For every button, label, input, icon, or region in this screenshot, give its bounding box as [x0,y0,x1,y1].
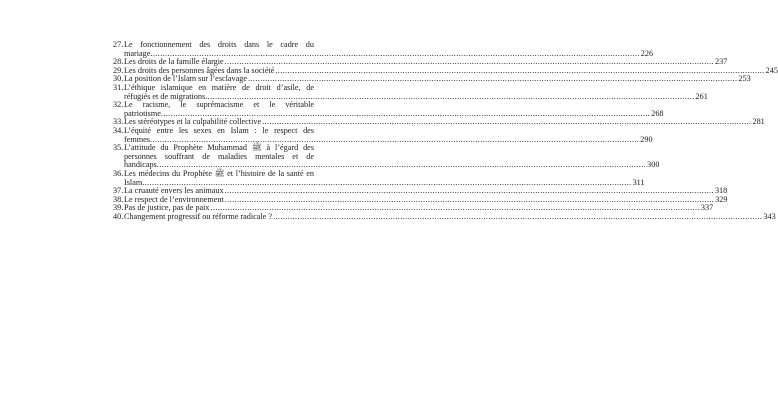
toc-entry-title: L’équité entre les sexes en Islam : le respect des [124,125,314,135]
toc-entry-body [124,168,645,187]
dot-leader: ........................................................................................................................................................................................................ [262,117,752,127]
toc-entry-title: La cruauté envers les animaux [124,186,224,196]
toc-entry-line [124,211,776,222]
toc-entry-number: 37. [113,186,124,196]
toc-entry-number: 35. [113,143,124,153]
dot-leader: ........................................................................................................................................................................................................ [248,74,738,84]
dot-leader: ........................................................................................................................................................................................................ [210,203,700,213]
toc-entry-title: Le racisme, le suprémacisme et le véritable [124,100,314,110]
dot-leader: ........................................................................................................................................................................................................ [224,186,714,196]
toc-entry-title: Le respect de l’environnement [124,194,224,204]
toc-entry-title: Les stéréotypes et la culpabilité collective [124,117,262,127]
dot-leader: ........................................................................................................................................................................................................ [224,194,715,204]
dot-leader: ........................................................................................................................................................................................................ [273,211,763,221]
toc-entry-number: 28. [113,57,124,67]
toc-entry-title: Le fonctionnement des droits dans le cadre du [124,40,314,49]
toc-entry-title: réfugiés et de migrations [124,91,206,101]
toc-entry-title: Les médecins du Prophète ﷺ et l’histoire de la santé en [124,168,314,178]
toc-page-number: 226 [640,48,654,58]
toc-entry-title: Les droits de la famille élargie [124,57,224,67]
dot-leader: ........................................................................................................................................................................................................ [142,177,632,187]
toc-page-number: 281 [752,117,765,127]
toc-entry-title: femmes [124,134,150,144]
toc-entry-number: 32. [113,100,124,110]
toc-page-number: 343 [763,211,776,221]
dot-leader: ........................................................................................................................................................................................................ [149,134,640,144]
toc-entry-title: Pas de justice, pas de paix [124,203,210,213]
toc-entry-title: L’éthique islamique en matière de droit d’asile, de [124,82,314,92]
toc-entry-body [124,143,660,170]
toc-page-number: 337 [700,203,714,213]
toc-entry-number: 30. [113,74,124,84]
toc-entry [113,168,645,187]
toc-entry-number: 29. [113,65,124,75]
toc-entry-number: 38. [113,194,124,204]
dot-leader: ........................................................................................................................................................................................................ [156,160,647,170]
toc-page-number: 311 [632,177,645,187]
toc-page-number: 253 [738,74,751,84]
toc-entry-body [124,125,653,144]
dot-leader: ........................................................................................................................................................................................................ [150,48,640,58]
dot-leader: ........................................................................................................................................................................................................ [205,91,695,101]
toc-entry [113,125,653,144]
toc-entry [113,143,660,170]
toc-entry-body [124,82,708,101]
toc-entry-number: 31. [113,82,124,92]
toc-page-number: 290 [640,134,653,144]
toc-entry-number: 33. [113,117,124,127]
toc-entry-title: personnes souffrant de maladies mentales et de [124,151,314,161]
toc-entry-number: 40. [113,211,124,221]
toc-entry-title: handicaps [124,160,157,170]
toc-entry-title: Les droits des personnes âgées dans la société [124,65,275,75]
toc-entry-body [124,100,664,118]
toc-page-number: 245 [765,65,778,75]
toc-entry-title: patriotisme [124,108,161,118]
toc-entry-title: Changement progressif ou réforme radicale ? [124,211,272,221]
toc-entry-number: 39. [113,203,124,213]
toc-entry-number: 27. [113,40,124,49]
toc-page-number: 268 [651,108,664,118]
toc-page-number: 237 [715,57,728,67]
table-of-contents [113,40,778,221]
toc-entry [113,100,664,118]
toc-entry-body [124,40,654,58]
dot-leader: ........................................................................................................................................................................................................ [224,57,715,67]
toc-entry [113,82,708,101]
toc-entry [113,40,654,58]
toc-entry-title: Islam [124,177,143,187]
toc-entry-body [124,211,776,222]
toc-page-number: 329 [715,194,728,204]
toc-entry-number: 34. [113,125,124,135]
toc-page-number: 261 [695,91,708,101]
toc-entry [113,211,776,222]
dot-leader: ........................................................................................................................................................................................................ [160,108,651,118]
toc-page-number: 318 [714,186,728,196]
toc-entry-number: 36. [113,168,124,178]
dot-leader: ........................................................................................................................................................................................................ [275,65,765,75]
toc-entry-title: La position de l’Islam sur l’esclavage [124,74,248,84]
toc-page-number: 300 [647,160,660,170]
toc-entry-title: L’attitude du Prophète Muhammad ﷺ à l’égard des [124,143,314,153]
toc-entry-title: mariage [124,48,151,58]
